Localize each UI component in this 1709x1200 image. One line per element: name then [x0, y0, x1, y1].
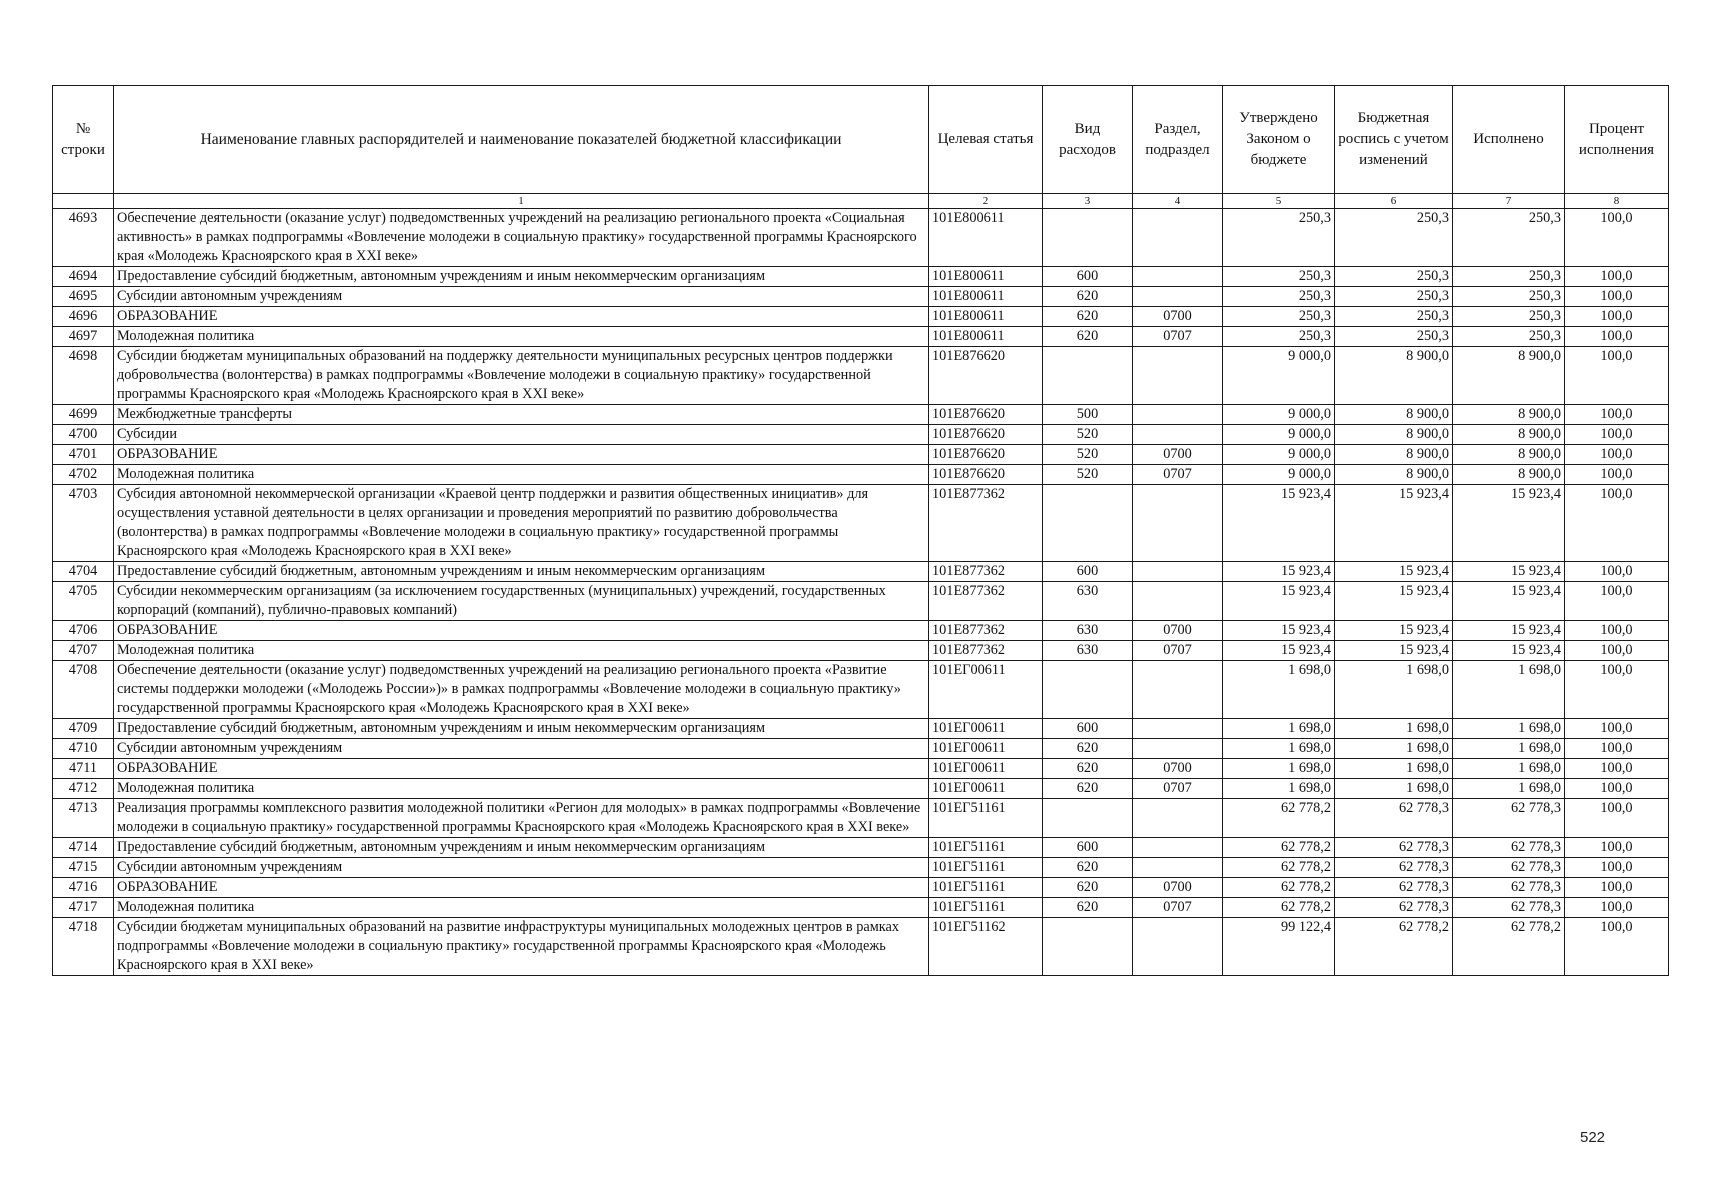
row-number: 4700: [53, 425, 114, 445]
executed-amount: 8 900,0: [1453, 405, 1565, 425]
row-number: 4701: [53, 445, 114, 465]
executed-amount: 1 698,0: [1453, 719, 1565, 739]
table-row: [53, 779, 1669, 799]
table-row: [53, 759, 1669, 779]
approved-amount: 1 698,0: [1223, 779, 1335, 799]
row-name: Межбюджетные трансферты: [114, 405, 929, 425]
page-number: 522: [1580, 1129, 1606, 1146]
row-number: 4707: [53, 641, 114, 661]
section-code: 0700: [1133, 445, 1223, 465]
executed-amount: 250,3: [1453, 307, 1565, 327]
schedule-amount: 250,3: [1335, 287, 1453, 307]
execution-percent: 100,0: [1565, 209, 1669, 267]
execution-percent: 100,0: [1565, 485, 1669, 562]
row-name: ОБРАЗОВАНИЕ: [114, 445, 929, 465]
expense-type: [1043, 347, 1133, 405]
row-name: Предоставление субсидий бюджетным, автономным учреждениям и иным некоммерческим организациям: [114, 562, 929, 582]
schedule-amount: 15 923,4: [1335, 485, 1453, 562]
section-code: [1133, 582, 1223, 621]
target-article: 101Е876620: [929, 347, 1043, 405]
column-number: 5: [1223, 194, 1335, 209]
row-number: 4703: [53, 485, 114, 562]
schedule-amount: 8 900,0: [1335, 425, 1453, 445]
target-article: 101Е877362: [929, 582, 1043, 621]
row-number: 4712: [53, 779, 114, 799]
approved-amount: 62 778,2: [1223, 878, 1335, 898]
section-code: 0700: [1133, 759, 1223, 779]
approved-amount: 15 923,4: [1223, 582, 1335, 621]
section-code: [1133, 838, 1223, 858]
execution-percent: 100,0: [1565, 267, 1669, 287]
section-code: [1133, 562, 1223, 582]
execution-percent: 100,0: [1565, 405, 1669, 425]
executed-amount: 250,3: [1453, 209, 1565, 267]
row-name: Предоставление субсидий бюджетным, автономным учреждениям и иным некоммерческим организациям: [114, 267, 929, 287]
schedule-amount: 62 778,3: [1335, 878, 1453, 898]
row-number: 4716: [53, 878, 114, 898]
section-code: 0707: [1133, 898, 1223, 918]
table-row: [53, 485, 1669, 562]
expense-type: 620: [1043, 878, 1133, 898]
execution-percent: 100,0: [1565, 739, 1669, 759]
expense-type: 630: [1043, 621, 1133, 641]
table-row: [53, 562, 1669, 582]
approved-amount: 99 122,4: [1223, 918, 1335, 976]
expense-type: 620: [1043, 327, 1133, 347]
execution-percent: 100,0: [1565, 582, 1669, 621]
section-code: [1133, 267, 1223, 287]
executed-amount: 62 778,2: [1453, 918, 1565, 976]
row-name: ОБРАЗОВАНИЕ: [114, 307, 929, 327]
row-number: 4699: [53, 405, 114, 425]
header-name: Наименование главных распорядителей и наименование показателей бюджетной классификации: [114, 86, 929, 194]
header-percent: Процент исполнения: [1565, 86, 1669, 194]
schedule-amount: 62 778,3: [1335, 838, 1453, 858]
column-number: 8: [1565, 194, 1669, 209]
row-name: Молодежная политика: [114, 641, 929, 661]
target-article: 101ЕГ51161: [929, 799, 1043, 838]
expense-type: 620: [1043, 739, 1133, 759]
execution-percent: 100,0: [1565, 858, 1669, 878]
execution-percent: 100,0: [1565, 661, 1669, 719]
row-name: Субсидия автономной некоммерческой организации «Краевой центр поддержки и развития общественных инициатив» для осуществления уставной деятельности в целях организации и проведения мероприятий по развитию добровольчества (волонтерства) в рамках подпрограммы «Вовлечение молодежи в социальную практику» государственной программы Красноярского края «Молодежь Красноярского края в XXI веке»: [114, 485, 929, 562]
approved-amount: 1 698,0: [1223, 719, 1335, 739]
row-number: 4714: [53, 838, 114, 858]
section-code: 0700: [1133, 621, 1223, 641]
target-article: 101Е800611: [929, 307, 1043, 327]
expense-type: [1043, 485, 1133, 562]
table-row: [53, 209, 1669, 267]
expense-type: 620: [1043, 898, 1133, 918]
execution-percent: 100,0: [1565, 641, 1669, 661]
row-name: ОБРАЗОВАНИЕ: [114, 759, 929, 779]
row-number: 4710: [53, 739, 114, 759]
table-row: [53, 425, 1669, 445]
approved-amount: 9 000,0: [1223, 425, 1335, 445]
row-name: Субсидии автономным учреждениям: [114, 858, 929, 878]
expense-type: [1043, 209, 1133, 267]
target-article: 101ЕГ51161: [929, 858, 1043, 878]
expense-type: 520: [1043, 425, 1133, 445]
execution-percent: 100,0: [1565, 562, 1669, 582]
expense-type: 630: [1043, 582, 1133, 621]
row-number: 4706: [53, 621, 114, 641]
section-code: 0707: [1133, 779, 1223, 799]
target-article: 101ЕГ00611: [929, 719, 1043, 739]
execution-percent: 100,0: [1565, 838, 1669, 858]
schedule-amount: 15 923,4: [1335, 582, 1453, 621]
table-row: [53, 621, 1669, 641]
section-code: 0700: [1133, 307, 1223, 327]
executed-amount: 62 778,3: [1453, 838, 1565, 858]
table-row: [53, 287, 1669, 307]
expense-type: 500: [1043, 405, 1133, 425]
table-row: [53, 918, 1669, 976]
table-row: [53, 405, 1669, 425]
expense-type: [1043, 661, 1133, 719]
expense-type: [1043, 918, 1133, 976]
approved-amount: 250,3: [1223, 209, 1335, 267]
section-code: [1133, 405, 1223, 425]
schedule-amount: 1 698,0: [1335, 759, 1453, 779]
row-name: Обеспечение деятельности (оказание услуг) подведомственных учреждений на реализацию регионального проекта «Развитие системы поддержки молодежи («Молодежь России»)» в рамках подпрограммы «Вовлечение молодежи в социальную практику» государственной программы Красноярского края «Молодежь Красноярского края в XXI веке»: [114, 661, 929, 719]
executed-amount: 15 923,4: [1453, 641, 1565, 661]
executed-amount: 250,3: [1453, 327, 1565, 347]
budget-table: [52, 85, 1669, 976]
approved-amount: 15 923,4: [1223, 562, 1335, 582]
table-row: [53, 465, 1669, 485]
target-article: 101ЕГ51162: [929, 918, 1043, 976]
table-row: [53, 582, 1669, 621]
row-name: Субсидии бюджетам муниципальных образований на поддержку деятельности муниципальных ресурсных центров поддержки добровольчества (волонтерства) в рамках подпрограммы «Вовлечение молодежи в социальную практику» государственной программы Красноярского края «Молодежь Красноярского края в XXI веке»: [114, 347, 929, 405]
executed-amount: 1 698,0: [1453, 661, 1565, 719]
schedule-amount: 250,3: [1335, 267, 1453, 287]
row-name: Молодежная политика: [114, 779, 929, 799]
section-code: 0707: [1133, 465, 1223, 485]
approved-amount: 250,3: [1223, 327, 1335, 347]
schedule-amount: 15 923,4: [1335, 562, 1453, 582]
expense-type: 620: [1043, 287, 1133, 307]
row-name: Субсидии автономным учреждениям: [114, 287, 929, 307]
section-code: [1133, 209, 1223, 267]
schedule-amount: 250,3: [1335, 327, 1453, 347]
executed-amount: 250,3: [1453, 267, 1565, 287]
row-number: 4713: [53, 799, 114, 838]
executed-amount: 1 698,0: [1453, 759, 1565, 779]
row-number: 4708: [53, 661, 114, 719]
executed-amount: 15 923,4: [1453, 562, 1565, 582]
schedule-amount: 8 900,0: [1335, 347, 1453, 405]
target-article: 101Е876620: [929, 405, 1043, 425]
row-name: ОБРАЗОВАНИЕ: [114, 621, 929, 641]
approved-amount: 15 923,4: [1223, 621, 1335, 641]
section-code: [1133, 858, 1223, 878]
section-code: [1133, 739, 1223, 759]
approved-amount: 62 778,2: [1223, 799, 1335, 838]
row-number: 4698: [53, 347, 114, 405]
target-article: 101Е877362: [929, 485, 1043, 562]
executed-amount: 62 778,3: [1453, 858, 1565, 878]
approved-amount: 62 778,2: [1223, 858, 1335, 878]
section-code: 0700: [1133, 878, 1223, 898]
row-number: 4696: [53, 307, 114, 327]
column-number: 1: [114, 194, 929, 209]
row-name: Молодежная политика: [114, 327, 929, 347]
target-article: 101Е876620: [929, 445, 1043, 465]
expense-type: 620: [1043, 779, 1133, 799]
table-row: [53, 267, 1669, 287]
expense-type: 520: [1043, 445, 1133, 465]
row-name: ОБРАЗОВАНИЕ: [114, 878, 929, 898]
target-article: 101ЕГ51161: [929, 838, 1043, 858]
executed-amount: 15 923,4: [1453, 485, 1565, 562]
header-row: [53, 86, 1669, 194]
table-row: [53, 307, 1669, 327]
table-row: [53, 858, 1669, 878]
executed-amount: 8 900,0: [1453, 425, 1565, 445]
approved-amount: 250,3: [1223, 287, 1335, 307]
table-body: [53, 209, 1669, 976]
execution-percent: 100,0: [1565, 465, 1669, 485]
section-code: [1133, 485, 1223, 562]
executed-amount: 8 900,0: [1453, 347, 1565, 405]
target-article: 101Е800611: [929, 287, 1043, 307]
expense-type: 520: [1043, 465, 1133, 485]
executed-amount: 8 900,0: [1453, 445, 1565, 465]
row-number: 4718: [53, 918, 114, 976]
approved-amount: 9 000,0: [1223, 465, 1335, 485]
execution-percent: 100,0: [1565, 287, 1669, 307]
table-row: [53, 347, 1669, 405]
table-row: [53, 719, 1669, 739]
table-row: [53, 739, 1669, 759]
section-code: 0707: [1133, 327, 1223, 347]
budget-document: [52, 85, 1668, 976]
schedule-amount: 8 900,0: [1335, 445, 1453, 465]
section-code: [1133, 347, 1223, 405]
expense-type: 620: [1043, 858, 1133, 878]
row-number: 4709: [53, 719, 114, 739]
row-number: 4705: [53, 582, 114, 621]
executed-amount: 1 698,0: [1453, 779, 1565, 799]
target-article: 101ЕГ51161: [929, 878, 1043, 898]
execution-percent: 100,0: [1565, 779, 1669, 799]
table-row: [53, 327, 1669, 347]
section-code: [1133, 661, 1223, 719]
schedule-amount: 8 900,0: [1335, 465, 1453, 485]
section-code: [1133, 799, 1223, 838]
row-name: Субсидии: [114, 425, 929, 445]
schedule-amount: 62 778,2: [1335, 918, 1453, 976]
row-number: 4717: [53, 898, 114, 918]
row-name: Субсидии автономным учреждениям: [114, 739, 929, 759]
approved-amount: 1 698,0: [1223, 759, 1335, 779]
approved-amount: 15 923,4: [1223, 641, 1335, 661]
target-article: 101Е876620: [929, 465, 1043, 485]
approved-amount: 9 000,0: [1223, 445, 1335, 465]
executed-amount: 15 923,4: [1453, 621, 1565, 641]
row-name: Субсидии бюджетам муниципальных образований на развитие инфраструктуры муниципальных молодежных центров в рамках подпрограммы «Вовлечение молодежи в социальную практику» государственной программы Красноярского края «Молодежь Красноярского края в XXI веке»: [114, 918, 929, 976]
column-number: 7: [1453, 194, 1565, 209]
row-number: 4697: [53, 327, 114, 347]
execution-percent: 100,0: [1565, 327, 1669, 347]
execution-percent: 100,0: [1565, 799, 1669, 838]
row-number: 4715: [53, 858, 114, 878]
execution-percent: 100,0: [1565, 621, 1669, 641]
header-target: Целевая статья: [929, 86, 1043, 194]
approved-amount: 9 000,0: [1223, 347, 1335, 405]
row-number: 4695: [53, 287, 114, 307]
execution-percent: 100,0: [1565, 878, 1669, 898]
expense-type: [1043, 799, 1133, 838]
target-article: 101ЕГ00611: [929, 759, 1043, 779]
row-number: 4693: [53, 209, 114, 267]
schedule-amount: 1 698,0: [1335, 661, 1453, 719]
schedule-amount: 8 900,0: [1335, 405, 1453, 425]
header-type: Вид расходов: [1043, 86, 1133, 194]
target-article: 101Е800611: [929, 327, 1043, 347]
row-name: Предоставление субсидий бюджетным, автономным учреждениям и иным некоммерческим организациям: [114, 838, 929, 858]
section-code: 0707: [1133, 641, 1223, 661]
executed-amount: 15 923,4: [1453, 582, 1565, 621]
table-row: [53, 838, 1669, 858]
section-code: [1133, 719, 1223, 739]
approved-amount: 1 698,0: [1223, 661, 1335, 719]
execution-percent: 100,0: [1565, 307, 1669, 327]
column-number: 6: [1335, 194, 1453, 209]
executed-amount: 62 778,3: [1453, 878, 1565, 898]
execution-percent: 100,0: [1565, 759, 1669, 779]
execution-percent: 100,0: [1565, 425, 1669, 445]
target-article: 101Е800611: [929, 209, 1043, 267]
expense-type: 630: [1043, 641, 1133, 661]
column-number: [53, 194, 114, 209]
execution-percent: 100,0: [1565, 719, 1669, 739]
target-article: 101ЕГ00611: [929, 661, 1043, 719]
target-article: 101Е877362: [929, 621, 1043, 641]
table-row: [53, 661, 1669, 719]
schedule-amount: 62 778,3: [1335, 858, 1453, 878]
target-article: 101Е800611: [929, 267, 1043, 287]
column-number: 4: [1133, 194, 1223, 209]
row-name: Реализация программы комплексного развития молодежной политики «Регион для молодых» в рамках подпрограммы «Вовлечение молодежи в социальную практику» государственной программы Красноярского края «Молодежь Красноярского края в XXI веке»: [114, 799, 929, 838]
section-code: [1133, 287, 1223, 307]
row-name: Обеспечение деятельности (оказание услуг) подведомственных учреждений на реализацию регионального проекта «Социальная активность» в рамках подпрограммы «Вовлечение молодежи в социальную практику» государственной программы Красноярского края «Молодежь Красноярского края в XXI веке»: [114, 209, 929, 267]
header-section: Раздел, подраздел: [1133, 86, 1223, 194]
row-number: 4702: [53, 465, 114, 485]
header-schedule: Бюджетная роспись с учетом изменений: [1335, 86, 1453, 194]
column-number-row: [53, 194, 1669, 209]
executed-amount: 62 778,3: [1453, 799, 1565, 838]
schedule-amount: 1 698,0: [1335, 779, 1453, 799]
target-article: 101Е877362: [929, 641, 1043, 661]
executed-amount: 62 778,3: [1453, 898, 1565, 918]
expense-type: 620: [1043, 759, 1133, 779]
target-article: 101ЕГ00611: [929, 779, 1043, 799]
executed-amount: 8 900,0: [1453, 465, 1565, 485]
target-article: 101ЕГ00611: [929, 739, 1043, 759]
header-executed: Исполнено: [1453, 86, 1565, 194]
schedule-amount: 15 923,4: [1335, 641, 1453, 661]
row-name: Молодежная политика: [114, 465, 929, 485]
schedule-amount: 1 698,0: [1335, 739, 1453, 759]
expense-type: 600: [1043, 838, 1133, 858]
header-approved: Утверждено Законом о бюджете: [1223, 86, 1335, 194]
table-row: [53, 641, 1669, 661]
approved-amount: 1 698,0: [1223, 739, 1335, 759]
schedule-amount: 250,3: [1335, 209, 1453, 267]
row-number: 4694: [53, 267, 114, 287]
column-number: 3: [1043, 194, 1133, 209]
expense-type: 600: [1043, 719, 1133, 739]
row-number: 4704: [53, 562, 114, 582]
section-code: [1133, 918, 1223, 976]
schedule-amount: 1 698,0: [1335, 719, 1453, 739]
schedule-amount: 62 778,3: [1335, 898, 1453, 918]
header-row-no: № строки: [53, 86, 114, 194]
approved-amount: 250,3: [1223, 307, 1335, 327]
section-code: [1133, 425, 1223, 445]
table-row: [53, 898, 1669, 918]
execution-percent: 100,0: [1565, 918, 1669, 976]
row-number: 4711: [53, 759, 114, 779]
row-name: Молодежная политика: [114, 898, 929, 918]
execution-percent: 100,0: [1565, 445, 1669, 465]
approved-amount: 9 000,0: [1223, 405, 1335, 425]
expense-type: 600: [1043, 267, 1133, 287]
table-row: [53, 878, 1669, 898]
expense-type: 620: [1043, 307, 1133, 327]
approved-amount: 15 923,4: [1223, 485, 1335, 562]
table-row: [53, 799, 1669, 838]
execution-percent: 100,0: [1565, 347, 1669, 405]
execution-percent: 100,0: [1565, 898, 1669, 918]
target-article: 101Е876620: [929, 425, 1043, 445]
table-row: [53, 445, 1669, 465]
schedule-amount: 15 923,4: [1335, 621, 1453, 641]
approved-amount: 62 778,2: [1223, 898, 1335, 918]
row-name: Предоставление субсидий бюджетным, автономным учреждениям и иным некоммерческим организациям: [114, 719, 929, 739]
schedule-amount: 250,3: [1335, 307, 1453, 327]
executed-amount: 250,3: [1453, 287, 1565, 307]
approved-amount: 250,3: [1223, 267, 1335, 287]
column-number: 2: [929, 194, 1043, 209]
expense-type: 600: [1043, 562, 1133, 582]
target-article: 101ЕГ51161: [929, 898, 1043, 918]
row-name: Субсидии некоммерческим организациям (за исключением государственных (муниципальных) учреждений, государственных корпораций (компаний), публично-правовых компаний): [114, 582, 929, 621]
target-article: 101Е877362: [929, 562, 1043, 582]
approved-amount: 62 778,2: [1223, 838, 1335, 858]
executed-amount: 1 698,0: [1453, 739, 1565, 759]
schedule-amount: 62 778,3: [1335, 799, 1453, 838]
